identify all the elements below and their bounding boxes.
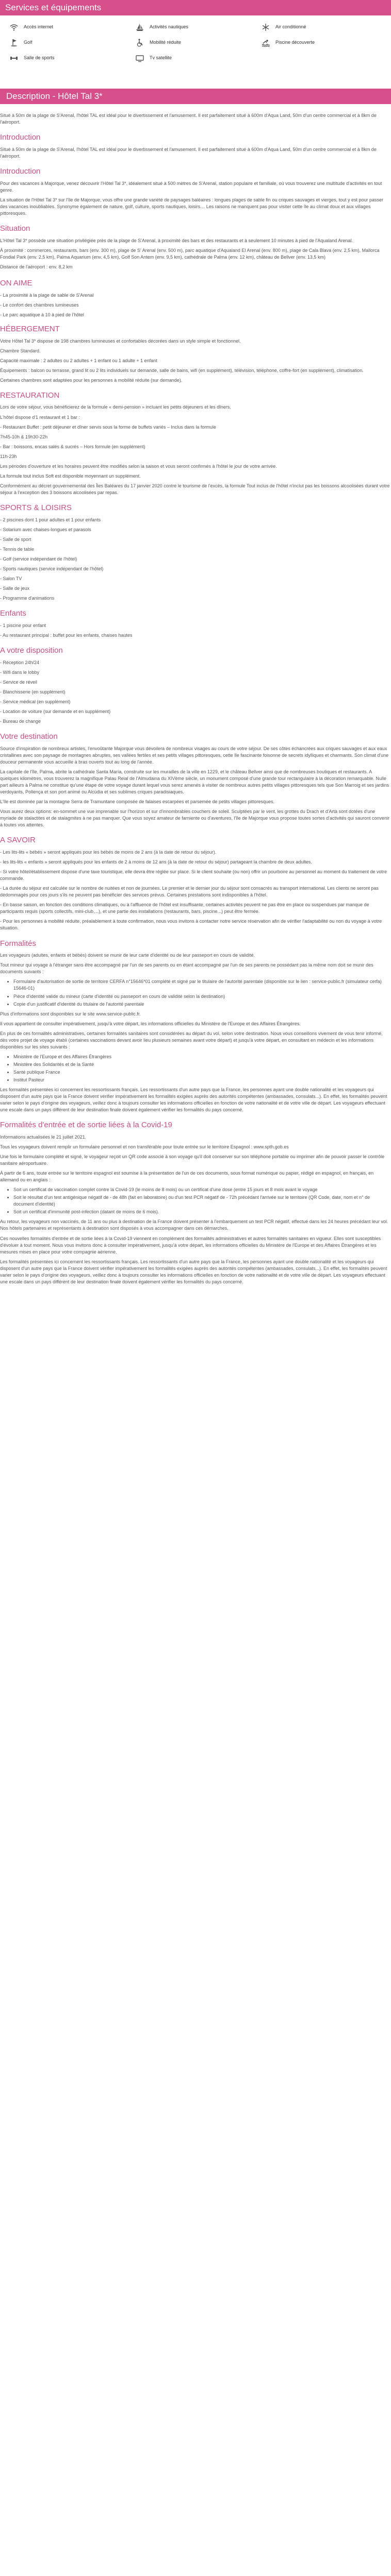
service-item-golf: Golf [9, 38, 130, 47]
heading-on-aime: ON AIME [0, 278, 32, 287]
heading-disposition: A votre disposition [0, 646, 63, 655]
pool-icon [261, 38, 270, 47]
tv-icon [135, 54, 144, 63]
wifi-icon [9, 23, 19, 32]
heading-enfants: Enfants [0, 609, 26, 618]
formalities-list [13, 978, 391, 1007]
wheelchair-icon [135, 38, 144, 47]
service-item-pool: Piscine découverte [261, 38, 382, 47]
description-title-bar [0, 89, 391, 104]
list-item: • Soit le résultat d'un test antigénique négatif de - de 48h (fait en laboratoire) ou d'un test PCR négatif de - 72h précédant l'arrivée sur le territoire (QR Code, date, nom et n° de document d'identité) [13, 1194, 391, 1208]
list-item: • Copie d'un justificatif d'identité du titulaire de l'autorité parentale [13, 1001, 391, 1008]
list-item: • Formulaire d'autorisation de sortie de territoire CERFA n°15646*01 complété et signé par le titulaire de l'autorité parentale (disponible sur le lien : service-public.fr (simulateur cerfa) 15646-01) [13, 978, 391, 992]
description-title: Description - Hôtel Tal 3* [6, 91, 103, 101]
heading-covid: Formalités d'entrée et de sortie liées à la Covid-19 [0, 1121, 172, 1130]
description-body: Situé à 50m de la plage de S'Arenal, l'hôtel TAL est idéal pour le divertissement et l'amusement. Il est parfaitement situé à 600m d'Aqua Land, 50m d'un centre commercial et à 8km de l'aéroport. Introduction Situé à 50m de la plage de S'Arenal, l'hôtel TAL est idéal pour le divertissement et l'amusement. Il est parfaitement situé à 600m d'Aqua Land, 50m d'un centre commercial et à 8km de l'aéroport. Introduction Pour des vacances à Majorque, venez découvrir l'Hôtel Tal 3*, idéalement situé à 500 mètres de S'Arenal, station populaire et familiale, où vous trouverez une multitude d'activités en tout genre. La situation de l'Hôtel Tal 3* sur l'île de Majorque, vous offre une grande variété de paysages baléaires : longues plages de sable fin ou criques sauvages et vierges, tout y est pour passer des vacances inoubliables. Synonyme également de nature, golf, culture, sports nautiques, loisirs… Les raisons ne manquent pas pour visiter cette île au climat doux et aux villages pittoresques. Situation L'Hôtel Tal 3* possède une situation privilégiée près de la plage de S'Arenal, à proximité des bars et des restaurants et à seulement 10 minutes à pied de l'Aqualand Arenal. À proximité : commerces, restaurants, bars (env. 300 m), plage de S' Arenal (env. 500 m), parc aquatique d'Aqualand El Arenal (env. 800 m), plage de Cala Blava (env. 2,5 km), Mallorca Fondial Park (env. 2,5 km), Palma Aquarium (env. 4,5 km), Golf Son Antem (env. 9,5 km), cathédrale de Palma (env. 12 km), château de Bellver (env. 13,5 km) Distance de l'aéroport : env. 8,2 km ON AIME - La proximité à la plage de sable de S'Arenal - Le confort des chambres lumineuses - Le parc aquatique à 10 à pied de l'hôtel HÉBERGEMENT Votre Hôtel Tal 3* dispose de 198 chambres lumineuses et confortables décorées dans un style simple et fonctionnel. Chambre Standard. Capacité maximale : 2 adultes ou 2 adultes + 1 enfant ou 1 adulte + 1 enfant Équipements : balcon ou terrasse, grand lit ou 2 lits individuels sur demande, salle de bains, wifi (en supplément), télévision, téléphone, coffre-fort (en supplément), climatisation. Certaines chambres sont adaptées pour les personnes à mobilité réduite (sur demande). RESTAURATION Lors de votre séjour, vous bénéficierez de la formule « demi-pension » incluant les petits déjeuners et les dîners. L'hôtel dispose d'1 restaurant et 1 bar : - Restaurant Buffet : petit déjeuner et dîner servis sous la forme de buffets variés – Inclus dans la formule 7h45-10h & 19h30-22h - Bar : boissons, encas salés & sucrés – Hors formule (en supplément) 11h-23h Les périodes d'ouverture et les horaires peuvent être modifiés selon la saison et vous seront confirmés à l'hôtel le jour de votre arrivée. La formule tout inclus Soft est disponible moyennant un supplément. Conformément au décret gouvernemental des Îles Baléares du 17 janvier 2020 contre le tourisme de l'excès, la formule Tout inclus de l'hôtel n'inclut pas les boissons alcoolisées durant votre séjour à l'exception des 3 boissons alcoolisées par repas. SPORTS & LOISIRS - 2 piscines dont 1 pour adultes et 1 pour enfants - Solarium avec chaises-longues et parasols - Salle de sport - Tennis de table - Golf (service indépendant de l'hôtel) - Sports nautiques (service indépendant de l'hôtel) - Salon TV - Salle de jeux - Programme d'animations Enfants - 1 piscine pour enfant - Au restaurant principal : buffet pour les enfants, chaises hautes A votre disposition - Réception 24h/24 - Wifi dans le lobby - Service de réveil - Blanchisserie (en supplément) - Service médical (en supplément) - Location de voiture (sur demande et en supplément) - Bureau de change Votre destination Source d'inspiration de nombreux artistes, l'envoûtante Majorque vous dévoilera de nombreux visages au cours de votre séjour. De ses côtes échancrées aux criques sauvages et aux eaux cristallines avec son paysage de montagnes abruptes, ses vallées fertiles et ses petits villages pittoresques, cette île fascinante foisonne de secrets idylliques et charmants. Son climat d'une douceur permanente vous accueille à bras ouverts tout au long de l'année. La capitale de l'île, Palma, abrite la cathédrale Santa María, construite sur les murailles de la ville en 1229, et le château Bellver ainsi que de nombreuses boutiques et restaurants. A quelques kilomètres, vous trouverez la magnifique Palau Reial de l'Almudaina du XIVème siècle, un monument composé d'une grande tour rectangulaire à la décoration remarquable. Nulle part ailleurs à Palma ne constitue qu'une étape de votre voyage durant lequel vous serez amenés à visiter de nombreux autres petits villages pittoresques tels que Son Marroig et ses jardins verdoyants, Pollença et son port animé ou Alcúdia et ses sublimes criques paradisiaques. L'île est dominée par la montagne Serra de Tramuntane composée de falaises escarpées et parsemée de petits villages pittoresques. Vous aurez deux options: en-sommet une vue imprenable sur l'horizon et sur d'innombrables couchers de soleil. Sculptées par le vent, les grottes du Drach et d'Artà sont dotées d'une myriade de stalactites et de stalagmites à ne pas manquer. Que vous soyez amateur de farniente ou d'aventures, l'île de Majorque vous propose toutes sortes d'activités qui sauront convenir à toutes vos attentes. A SAVOIR - Les lits-lits « bébés » seront appliqués pour les bébés de moins de 2 ans (à la date de retour du séjour). - les lits-lits « enfants » seront appliqués pour les enfants de 2 à moins de 12 ans (à la date de retour du séjour) partageant la chambre de deux adultes. - Si votre hôtel/établissement dispose d'une taxe touristique, elle devra être réglée sur place. Si le client souhaite (ou non) offrir un pourboire au personnel au moment du traitement de votre commande. - La durée du séjour est calculée sur le nombre de nuitées et non de journées. Le premier et le dernier jour du séjour sont consacrés au transport international. Les clients ne seront pas dédommagés pour ces jours s'ils ne peuvent pas bénéficier des services prévus. Certaines prestations sont indisponibles à l'hôtel. - En basse saison, en fonction des conditions climatiques, ou à l'affluence de l'hôtel est insuffisante, certaines activités peuvent ne pas être en place ou suspendues par manque de participants requis (sports collectifs, mini-club,...), et une partie des installations (restaurants, bars, piscine...) peut être fermée. - Pour les personnes à mobilité réduite, préalablement à toute confirmation, nous vous invitons à contacter notre service réservation afin de vérifier l'adaptabilité ou non du voyage à votre situation. Formalités Les voyageurs (adultes, enfants et bébés) doivent se munir de leur carte d'identité ou de leur passeport en cours de validité. Tout mineur qui voyage à l'étranger sans être accompagné par l'un de ses parents ou en étant accompagné par l'un de ses parents ne possédant pas la même nom doit se munir des documents suivants : • Formulaire d'autorisation de sortie de territoire CERFA n°15646*01 complété et signé par le titulaire de l'autorité parentale (disponible sur le lien : service-public.fr (simulateur cerfa) 15646-01) • Pièce d'identité valide du mineur (carte d'identité ou passeport en cours de validité selon la destination) • Copie d'un justificatif d'identité du titulaire de l'autorité parentale Plus d'informations sont disponibles sur le site www.service-public.fr. Il vous appartient de consulter impérativement, jusqu'à votre départ, les informations officielles du Ministère de l'Europe et des Affaires Étrangères. En plus de ces formalités administratives, certaines formalités sanitaires sont considérées au départ du vol, selon votre destination. Nous vous conseillons vivement de vous tenir informé, dès votre projet de voyage établi (certaines vaccinations devant avoir lieu plusieurs semaines avant votre départ) et jusqu'à votre départ, en consultant en médecin et les informations disponibles sur les sites suivants : • Ministère de l'Europe et des Affaires Étrangères • Ministère des Solidarités et de la Santé • Santé publique France • Institut Pasteur Les formalités présentées ici concernent les ressortissants français. Les ressortissants d'un autre pays que la France, les personnes ayant une double nationalité et les voyageurs qui disposent d'un autre pays que la France doivent vérifier impérativement les formalités exigées auprès des autorités compétentes (ambassades, consulats...). En effet, les formalités peuvent varier selon le pays d'origine des voyageurs, veillez donc à toujours consulter les informations officielles en fonction de votre nationalité et de votre ville de départ. Les voyageurs effectuant une escale dans un pays différent de leur destination finale doivent également vérifier les formalités du pays concerné. Formalités d'entrée et de sortie liées à la Covid-19 Informations actualisées le 21 juillet 2021. Tous les voyageurs doivent remplir un formulaire personnel et non transférable pour toute entrée sur le territoire Espagnol : www.spth.gob.es Une fois le formulaire complété et signé, le voyageur reçoit un QR code associé à son voyage qu'il doit conserver sur son téléphone portable ou imprimer afin de pouvoir passer le contrôle sanitaire aéroportuaire. À partir de 6 ans, toute entrée sur le territoire espagnol est soumise à la présentation de l'un de ces documents, sous format numérique ou papier, rédigé en espagnol, en français, en allemand ou en anglais : • Soit un certificat de vaccination complet contre la Covid-19 (le moins de 8 mois) ou un certificat d'une dose (entre 15 jours et 8 mois avant le voyage • Soit le résultat d'un test antigénique négatif de - de 48h (fait en laboratoire) ou d'un test PCR négatif de - 72h précédant l'arrivée sur le territoire (QR Code, date, nom et n° de document d'identité) • Soit un certificat d'immunité post-infection (datant de moins de 6 mois). Au retour, les voyageurs non vaccinés, de 11 ans ou plus à destination de la France doivent présenter à l'embarquement un test PCR négatif, effectué dans les 24 heures précédant leur vol. Nos hôtels partenaires et représentants à destination sont disposés à vous accompagner dans ces démarches. Ces nouvelles formalités d'entrée et de sortie liées à la Covid-19 viennent en complément des formalités administratives et autres formalités sanitaires en vigueur. Elles sont susceptibles d'évoluer à tout moment. Nous vous invitons donc à consulter impérativement, jusqu'à votre départ, les informations officielles du Ministère de l'Europe et des Affaires Étrangères et les mesures mises en place pour votre compagnie aérienne. Les formalités présentées ici concernent les ressortissants français. Les ressortissants d'un autre pays que la France, les personnes ayant une double nationalité et les voyageurs qui disposent d'un autre pays que la France doivent vérifier impérativement les formalités exigées auprès des autorités compétentes (ambassades, consulats...). En effet, les formalités peuvent varier selon le pays d'origine des voyageurs, veillez donc à toujours consulter les informations officielles en fonction de votre nationalité et de votre ville de départ. Les voyageurs effectuant une escale dans un pays différent de leur destination finale doivent également vérifier les formalités du pays concerné. [0, 104, 391, 1285]
heading-introduction-2: Introduction [0, 166, 41, 176]
link-sante-publique[interactable]: • Santé publique France [13, 1069, 391, 1076]
heading-a-savoir: A SAVOIR [0, 836, 36, 845]
services-title: Services et équipements [5, 3, 102, 12]
service-item-gym: Salle de sports [9, 54, 130, 63]
snowflake-icon [261, 23, 270, 32]
list-item: • Soit un certificat d'immunité post-infection (datant de moins de 6 mois). [13, 1209, 391, 1215]
link-ministere-europe[interactable]: • Ministère de l'Europe et des Affaires Étrangères [13, 1054, 391, 1060]
services-grid [0, 15, 391, 71]
service-item-mobility: Mobilité réduite [135, 38, 256, 47]
health-links-list [13, 1054, 391, 1083]
heading-destination: Votre destination [0, 732, 58, 741]
heading-introduction-1: Introduction [0, 133, 41, 142]
boat-icon [135, 23, 144, 32]
heading-hebergement: HÉBERGEMENT [0, 324, 60, 333]
service-item-nautical: Activités nautiques [135, 23, 256, 32]
link-ministere-sante[interactable]: • Ministère des Solidarités et de la Santé [13, 1061, 391, 1068]
services-title-bar [0, 0, 391, 15]
service-item-aircon: Air conditionné [261, 23, 382, 32]
link-institut-pasteur[interactable]: • Institut Pasteur [13, 1077, 391, 1083]
golf-icon [9, 38, 19, 47]
heading-sports-loisirs: SPORTS & LOISIRS [0, 503, 72, 512]
heading-situation: Situation [0, 224, 30, 233]
heading-restauration: RESTAURATION [0, 391, 60, 400]
service-item-tv: Tv satellite [135, 54, 256, 63]
list-item: • Pièce d'identité valide du mineur (carte d'identité ou passeport en cours de validité selon la destination) [13, 993, 391, 1000]
heading-formalites: Formalités [0, 939, 37, 948]
intro-paragraph: Situé à 50m de la plage de S'Arenal, l'hôtel TAL est idéal pour le divertissement et l'amusement. Il est parfaitement situé à 600m d'Aqua Land, 50m d'un centre commercial et à 8km de l'aéroport. [0, 113, 377, 125]
covid-list [13, 1187, 391, 1215]
service-item-internet: Accès internet [9, 23, 130, 32]
dumbbell-icon [9, 54, 19, 63]
list-item: • Soit un certificat de vaccination complet contre la Covid-19 (le moins de 8 mois) ou un certificat d'une dose (entre 15 jours et 8 mois avant le voyage [13, 1187, 391, 1193]
